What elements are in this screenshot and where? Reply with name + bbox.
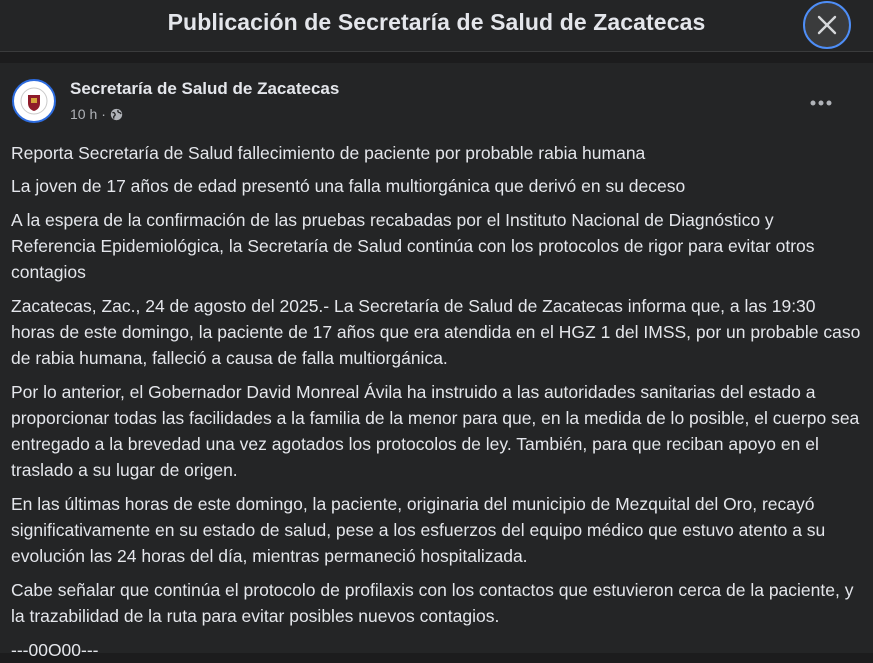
post-paragraph: La joven de 17 años de edad presentó una falla multiorgánica que derivó en su deceso <box>11 176 686 196</box>
author-avatar[interactable] <box>12 79 56 123</box>
post-card <box>0 63 873 660</box>
meta-separator: · <box>101 106 106 122</box>
post-trailer: ---00O00--- <box>11 640 99 660</box>
author-name[interactable]: Secretaría de Salud de Zacatecas <box>70 79 340 98</box>
post-body <box>11 140 863 663</box>
more-options-button[interactable] <box>803 85 839 121</box>
post-paragraph: Cabe señalar que continúa el protocolo de profilaxis con los contactos que estuvieron cerca de la paciente, y la trazabilidad de la ruta para evitar posibles nuevos contagios. <box>11 580 854 626</box>
post-author-row <box>12 75 862 125</box>
close-button[interactable] <box>803 1 851 49</box>
globe-icon[interactable] <box>110 108 123 121</box>
post-paragraph: Reporta Secretaría de Salud fallecimiento de paciente por probable rabia humana <box>11 143 646 163</box>
close-icon <box>816 14 838 36</box>
dialog-header <box>0 0 873 52</box>
post-timestamp[interactable]: 10 h <box>70 106 98 122</box>
post-paragraph: Zacatecas, Zac., 24 de agosto del 2025.- La Secretaría de Salud de Zacatecas informa que, a las 19:30 horas de este domingo, la paciente de 17 años que era atendida en el HGZ 1 del IMSS, por un probable caso de rabia humana, falleció a causa de falla multiorgánica. <box>11 296 861 368</box>
logo-icon <box>14 81 54 121</box>
more-horizontal-icon <box>810 100 832 106</box>
post-paragraph: En las últimas horas de este domingo, la paciente, originaria del municipio de Mezquital del Oro, recayó significativamente en su estado de salud, pese a los esfuerzos del equipo médico que estuvo atento a su evolución las 24 horas del día, mientras permaneció hospitalizada. <box>11 494 826 566</box>
dialog-title: Publicación de Secretaría de Salud de Zacatecas <box>167 9 706 35</box>
post-paragraph: Por lo anterior, el Gobernador David Monreal Ávila ha instruido a las autoridades sanitarias del estado a proporcionar todas las facilidades a la familia de la menor para que, en la medida de lo posible, el cuerpo sea entregado a la brevedad una vez agotados los protocolos de ley. También, para que reciban apoyo en el traslado a su lugar de origen. <box>11 382 860 480</box>
post-paragraph: A la espera de la confirmación de las pruebas recabadas por el Instituto Nacional de Diagnóstico y Referencia Epidemiológica, la Secretaría de Salud continúa con los protocolos de rigor para evitar otros contagios <box>11 210 815 282</box>
post-meta <box>70 106 123 122</box>
